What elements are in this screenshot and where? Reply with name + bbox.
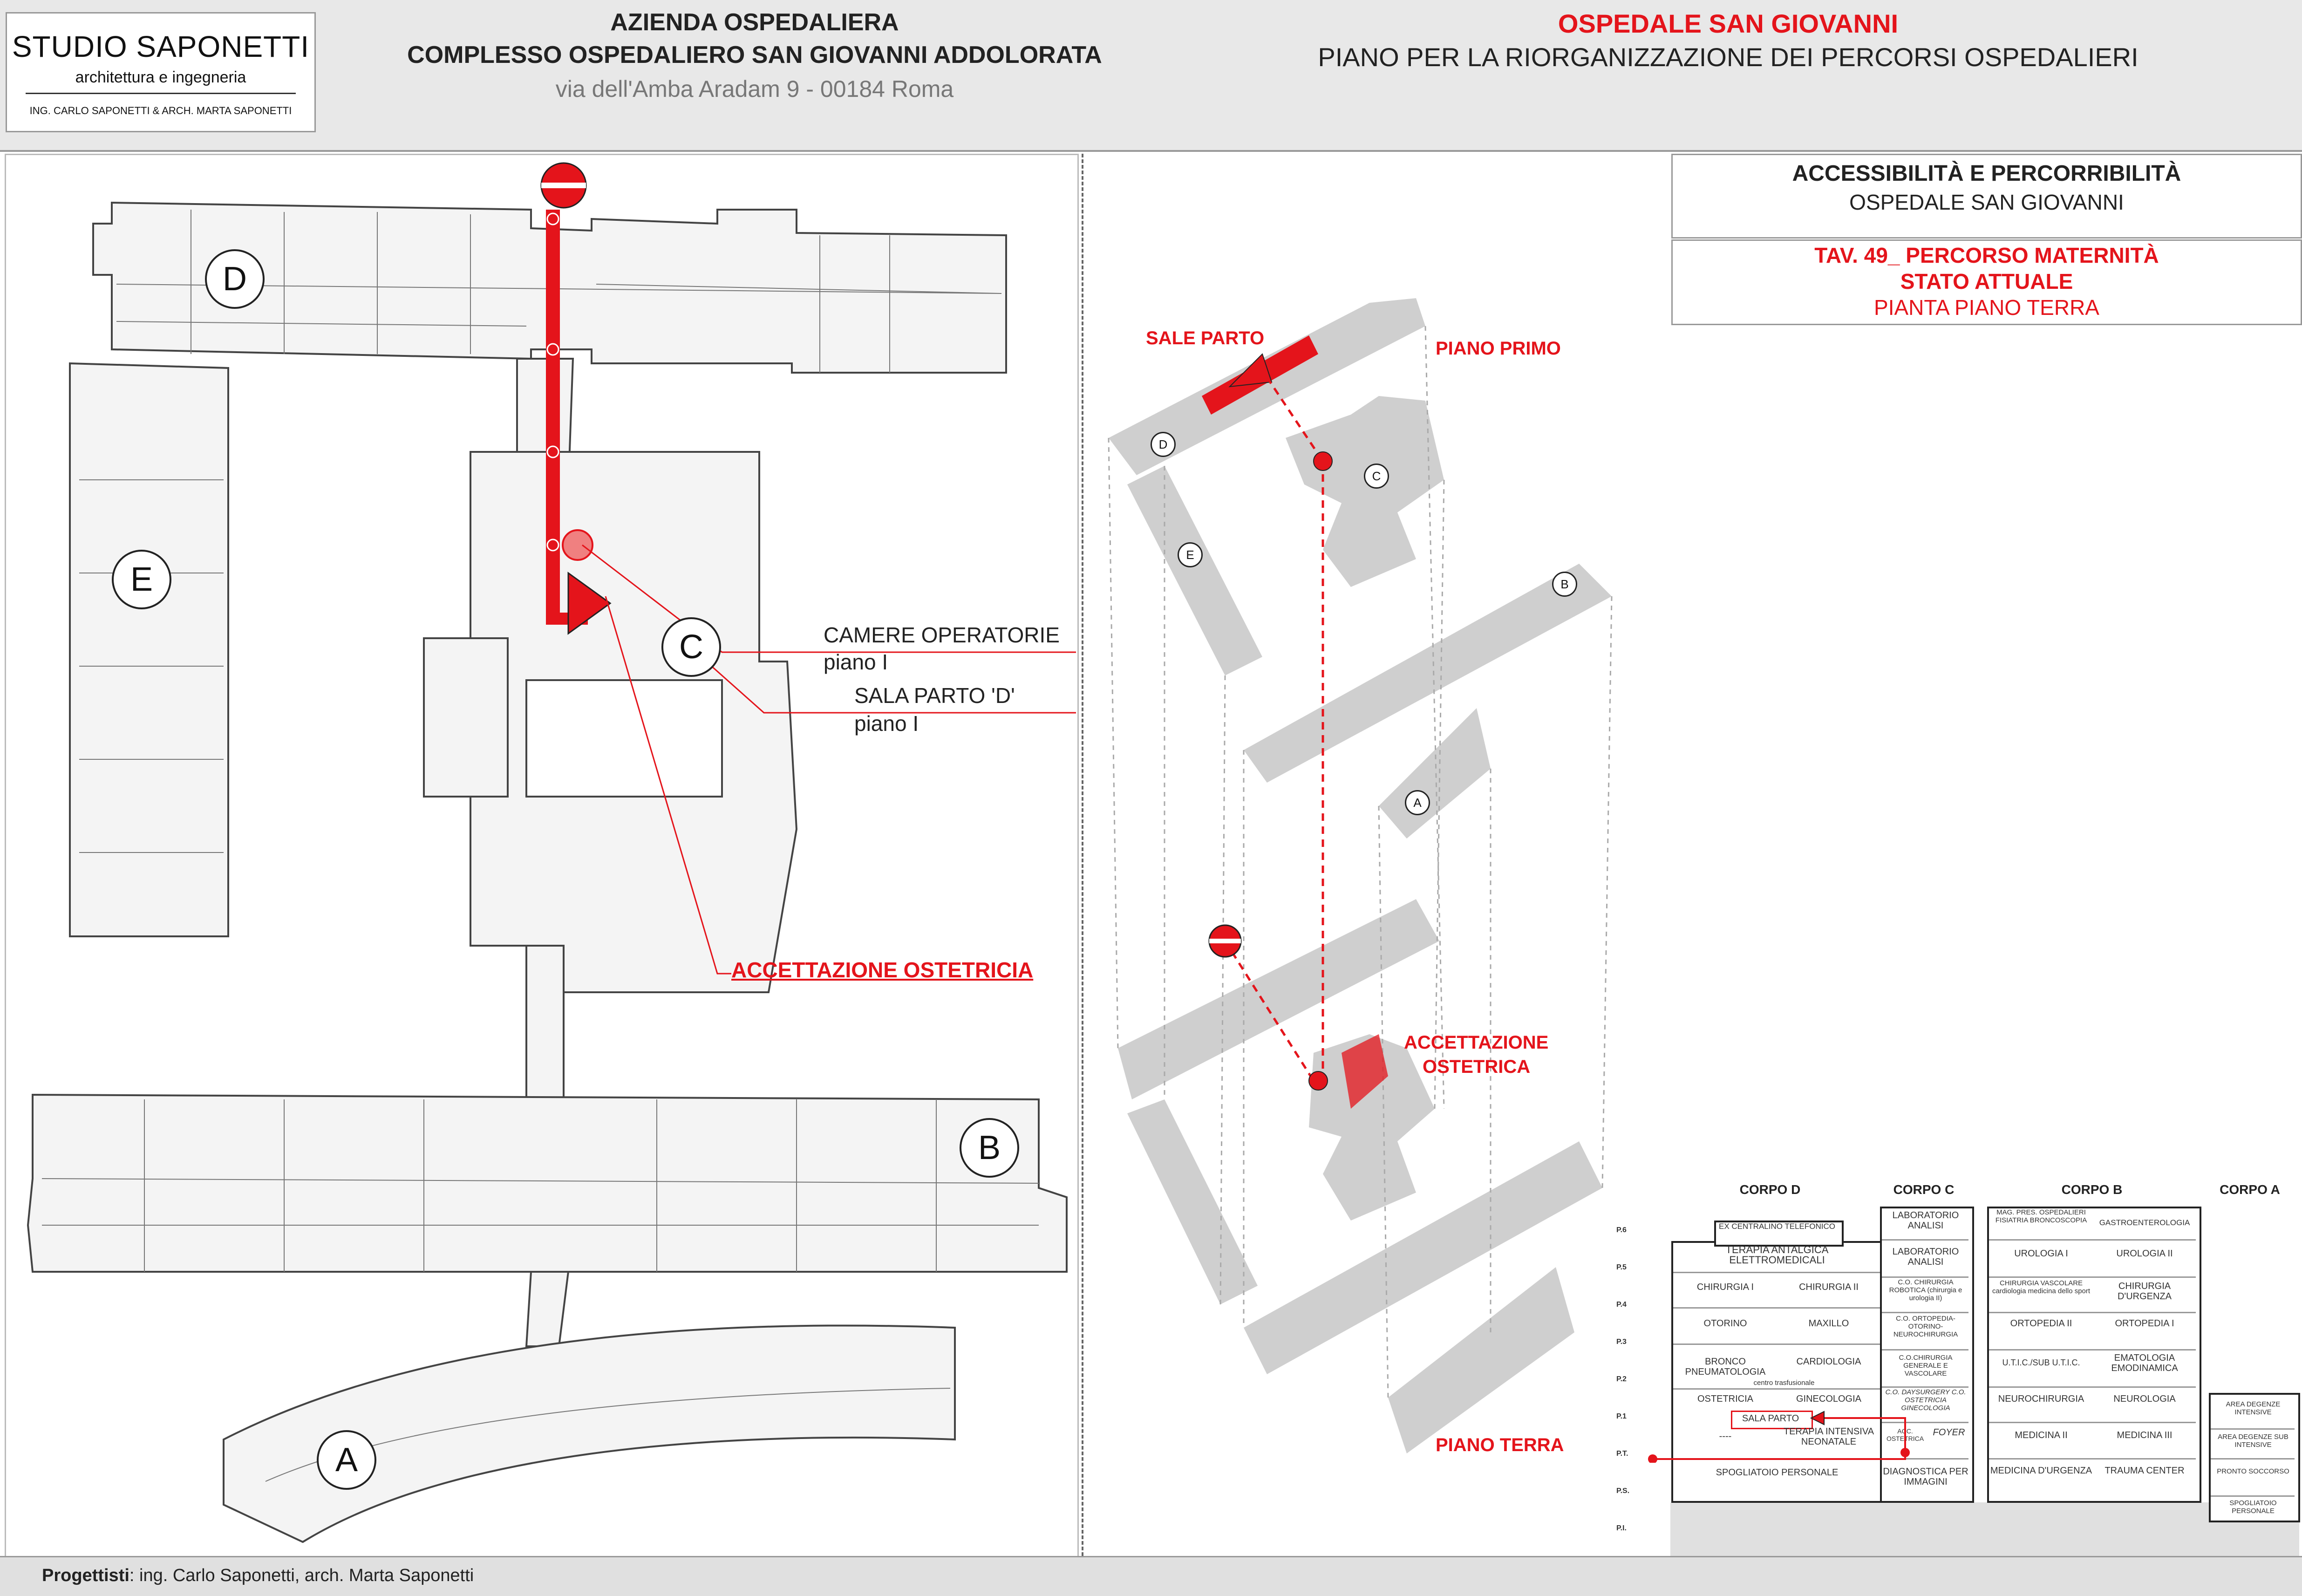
axon-b-primo [1244, 564, 1612, 783]
corpo-b-cell: GASTROENTEROLOGIA [2099, 1218, 2190, 1227]
level-pi: P.I. [1616, 1524, 1627, 1532]
axon-letter-c: C [1364, 464, 1389, 489]
legend-item: AREA DEGENZE INTENSIVE [2226, 1400, 2281, 1416]
corpo-c-title: CORPO C [1893, 1182, 1955, 1197]
corpo-b-cell: ORTOPEDIA II [2010, 1318, 2072, 1329]
axon-piano-terra: PIANO TERRA [1436, 1435, 1564, 1455]
footer [0, 1556, 2302, 1596]
callout-sala: SALA PARTO 'D' [854, 683, 1015, 708]
title-box-tav [1671, 239, 2302, 325]
address: via dell'Amba Aradam 9 - 00184 Roma [555, 76, 954, 102]
axon-e-terra [1127, 1099, 1258, 1304]
corpo-c-cell: DIAGNOSTICA PER IMMAGINI [1883, 1466, 1968, 1487]
callout-accettazione: ACCETTAZIONE OSTETRICIA [731, 958, 1034, 982]
corpo-b-cell: ORTOPEDIA I [2115, 1318, 2174, 1329]
axon-a2-terra [1388, 1267, 1574, 1453]
tav-floor: PIANTA PIANO TERRA [1874, 295, 2099, 320]
axon-c-primo [1286, 396, 1444, 587]
plan-title: PIANO PER LA RIORGANIZZAZIONE DEI PERCORSI OSPEDALIERI [1318, 42, 2139, 72]
level-p4: P.4 [1616, 1301, 1627, 1309]
corpo-d-cell: SPOGLIATOIO PERSONALE [1716, 1467, 1839, 1478]
corpo-c-cell: C.O. CHIRURGIA ROBOTICA (chirurgia e urologia II) [1889, 1278, 1962, 1302]
corpo-b-cell: CHIRURGIA VASCOLARE cardiologia medicina dello sport [1992, 1279, 2091, 1295]
logo-title: STUDIO SAPONETTI [12, 30, 310, 63]
corpo-c-cell: ACC. OSTETRICA [1886, 1427, 1924, 1442]
level-p6: P.6 [1616, 1226, 1627, 1234]
corpo-d-cell: centro trasfusionale [1753, 1379, 1815, 1387]
corpo-b-cell: U.T.I.C./SUB U.T.I.C. [2002, 1358, 2080, 1367]
axon-letter-e: E [1178, 542, 1203, 567]
callout-sala-floor: piano I [854, 711, 919, 736]
title-box-section [1671, 154, 2302, 239]
corpo-d-cell: SALA PARTO [1742, 1413, 1799, 1424]
footer-label: Progettisti [42, 1566, 129, 1585]
acceptance-marker [563, 530, 593, 560]
footer-text: : ing. Carlo Saponetti, arch. Marta Saponetti [129, 1566, 474, 1585]
corpo-d-cell: TERAPIA ANTALGICA ELETTROMEDICALI [1725, 1244, 1829, 1266]
axonometric-diagram [1090, 261, 1658, 1519]
corpo-b-cell: MEDICINA III [2117, 1430, 2173, 1440]
legend-item: PRONTO SOCCORSO [2217, 1467, 2289, 1475]
tav-status: STATO ATTUALE [1900, 269, 2073, 293]
building-b-label: B [960, 1118, 1019, 1178]
corpo-c-cell: C.O. ORTOPEDIA-OTORINO-NEUROCHIRURGIA [1893, 1315, 1958, 1338]
corpo-b-cell: TRAUMA CENTER [2104, 1466, 2185, 1476]
corpo-b-cell: UROLOGIA I [2014, 1248, 2068, 1259]
building-e [70, 363, 228, 936]
corpo-d-cell: OSTETRICIA [1697, 1394, 1753, 1404]
logo-divider [26, 93, 296, 94]
axon-letter-b: B [1552, 572, 1577, 597]
corpo-d-cell: ---- [1719, 1431, 1732, 1441]
corpo-b-cell: CHIRURGIA D'URGENZA [2117, 1281, 2172, 1302]
corpo-b-cell: MEDICINA II [2015, 1430, 2068, 1440]
corpo-c-cell: C.O.CHIRURGIA GENERALE E VASCOLARE [1899, 1354, 1953, 1378]
tav-title: TAV. 49_ PERCORSO MATERNITÀ [1814, 243, 2159, 267]
level-p2: P.2 [1616, 1375, 1627, 1383]
corpo-d-title: CORPO D [1739, 1182, 1801, 1197]
building-a-label: A [317, 1430, 376, 1490]
corpo-d-cell: CHIRURGIA I [1696, 1282, 1754, 1292]
legend-item: SPOGLIATOIO PERSONALE [2229, 1499, 2277, 1515]
panel-divider [1082, 154, 1083, 1556]
floor-plan [5, 154, 1076, 1556]
company-line1: AZIENDA OSPEDALIERA [610, 9, 899, 36]
corpo-d-cell: MAXILLO [1808, 1318, 1849, 1329]
axon-e [1127, 466, 1262, 675]
logo [6, 12, 316, 132]
corpo-b-cell: NEUROLOGIA [2113, 1394, 2176, 1404]
level-pt: P.T. [1616, 1450, 1628, 1458]
legend-item: AREA DEGENZE SUB INTENSIVE [2218, 1433, 2288, 1449]
axon-accettazione-l2: OSTETRICA [1423, 1057, 1531, 1077]
hospital-name: OSPEDALE SAN GIOVANNI [1558, 9, 1899, 38]
logo-subtitle: architettura e ingegneria [75, 68, 246, 86]
callout-camere-floor: piano I [824, 650, 888, 674]
building-c-label: C [661, 617, 721, 677]
level-p5: P.5 [1616, 1263, 1627, 1271]
level-ps: P.S. [1616, 1487, 1630, 1495]
corpo-b-cell: MEDICINA D'URGENZA [1990, 1466, 2092, 1476]
logo-names: ING. CARLO SAPONETTI & ARCH. MARTA SAPONETTI [29, 105, 292, 116]
corpo-b-cell: NEUROCHIRURGIA [1998, 1394, 2084, 1404]
corpo-d-cell: CARDIOLOGIA [1796, 1357, 1861, 1367]
table-route [1644, 1407, 1933, 1463]
corpo-c-cell: LABORATORIO ANALISI [1892, 1247, 1959, 1267]
section-title: ACCESSIBILITÀ E PERCORRIBILITÀ [1792, 161, 2181, 186]
corpo-c-cell: C.O. DAYSURGERY C.O. OSTETRICIA GINECOLOGIA [1885, 1388, 1966, 1412]
corpo-d-cell: TERAPIA INTENSIVA NEONATALE [1783, 1426, 1874, 1447]
building-e-label: E [112, 550, 171, 609]
corpo-b-cell: MAG. PRES. OSPEDALIERI FISIATRIA BRONCOSCOPIA [1995, 1208, 2087, 1224]
corpo-a-title: CORPO A [2220, 1182, 2280, 1197]
corpo-d-cell: OTORINO [1703, 1318, 1747, 1329]
corpo-b-title: CORPO B [2061, 1182, 2123, 1197]
section-subtitle: OSPEDALE SAN GIOVANNI [1849, 190, 2124, 214]
corpo-d-cell: EX CENTRALINO TELEFONICO [1718, 1222, 1835, 1231]
company-line2: COMPLESSO OSPEDALIERO SAN GIOVANNI ADDOLORATA [407, 41, 1102, 68]
building-b [28, 1095, 1067, 1272]
corpo-c-cell: LABORATORIO ANALISI [1892, 1210, 1959, 1231]
corpo-b-cell: EMATOLOGIA EMODINAMICA [2111, 1353, 2178, 1373]
axon-letter-d: D [1151, 432, 1176, 457]
building-d-label: D [205, 249, 265, 309]
axon-sale-parto: SALE PARTO [1146, 328, 1265, 348]
corpo-d-cell: GINECOLOGIA [1796, 1394, 1862, 1404]
axon-piano-primo: PIANO PRIMO [1436, 338, 1561, 359]
level-p3: P.3 [1616, 1338, 1627, 1346]
table-base [1670, 1502, 2299, 1556]
corpo-d-cell: CHIRURGIA II [1799, 1282, 1859, 1292]
corpo-b-cell: UROLOGIA II [2116, 1248, 2173, 1259]
level-p1: P.1 [1616, 1412, 1627, 1420]
axon-letter-a: A [1405, 790, 1430, 815]
corpo-c-foyer: FOYER [1933, 1427, 1965, 1438]
corpo-d-cell: BRONCO PNEUMATOLOGIA [1685, 1357, 1766, 1377]
route-vertical [546, 210, 560, 620]
callout-camere: CAMERE OPERATORIE [824, 623, 1060, 647]
axon-accettazione-l1: ACCETTAZIONE [1404, 1032, 1549, 1053]
